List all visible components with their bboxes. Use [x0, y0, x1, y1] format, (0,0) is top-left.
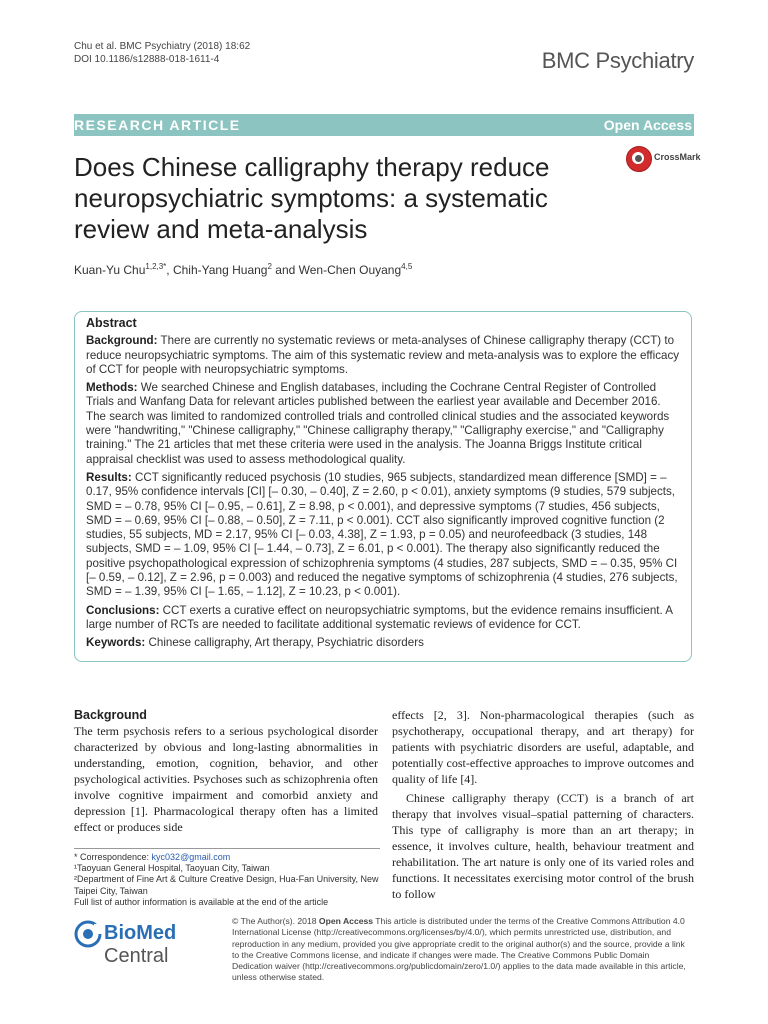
correspondence-line — [74, 852, 380, 863]
author-affiliation-marker: 4,5 — [401, 262, 413, 271]
article-type-band — [74, 114, 694, 136]
abstract-results — [86, 471, 680, 600]
author-name[interactable]: Wen-Chen Ouyang — [298, 263, 402, 277]
affiliation-1: ¹Taoyuan General Hospital, Taoyuan City, Taiwan — [74, 863, 270, 874]
section-text: We searched Chinese and English databases, including the Cochrane Central Register of Controlled Trials and Wanfang Data for relevant articles published between the earliest year available and December 2016. The search was limited to randomized controlled trials and controlled clinical studies and the associated keywords were "handwriting," "Chinese calligraphy," "Chinese calligraphy therapy," "Calligraphy exercise," and "Calligraphy training." The 21 articles that met these criteria were used in the analysis. The Joanna Briggs Institute critical appraisal checklist was used to assess methodological quality. — [86, 381, 670, 466]
abstract-background — [86, 334, 680, 377]
section-label: Conclusions: — [86, 603, 160, 617]
biomed-central-icon — [74, 920, 102, 948]
wordmark-central: Central — [104, 945, 169, 967]
section-text: CCT significantly reduced psychosis (10 studies, 965 subjects, standardized mean difference [SMD] = – 0.17, 95% confidence intervals [CI] [– 0.30, – 0.40], Z = 2.60, p < 0.01), anxiety symptoms (9 studies, 579 subjects, SMD = – 0.78, 95% CI [– 0.95, – 0.61], Z = 8.98, p < 0.001), and depressive symptoms (7 studies, 456 subjects, SMD = – 0.69, 95% CI [– 0.88, – 0.50], Z = 7.11, p < 0.001). CCT also significantly improved cognitive function (2 studies, 55 subjects, MD = 2.17, 95% CI [– 0.03, 4.38], Z = 1.93, p = 0.05) and neurofeedback (3 studies, 148 subjects, SMD = – 1.09, 95% CI [– 1.44, – 0.73], Z = 6.01, p < 0.001). The therapy also significantly reduced the positive psychopathological expression of schizophrenia symptoms (4 studies, 287 subjects, SMD = – 0.35, 95% CI [– 0.59, – 0.12], Z = 2.96, p = 0.003) and reduced the negative symptoms of schizophrenia (4 studies, 276 subjects, SMD = – 1.39, 95% CI [– 1.65, – 1.12], Z = 10.23, p < 0.001). — [86, 470, 678, 599]
abstract-box — [74, 311, 692, 662]
author-separator: , — [166, 263, 173, 277]
background-heading: Background — [74, 708, 147, 722]
license-prefix: © The Author(s). 2018 — [232, 916, 319, 926]
crossmark-badge[interactable] — [626, 146, 702, 172]
article-type-label: RESEARCH ARTICLE — [74, 117, 241, 133]
article-title: Does Chinese calligraphy therapy reduce neuropsychiatric symptoms: a systematic review and meta-analysis — [74, 152, 550, 244]
author-info-note: Full list of author information is available at the end of the article — [74, 896, 329, 907]
footnotes — [74, 848, 380, 908]
section-label: Keywords: — [86, 636, 146, 650]
license-open-access: Open Access — [318, 916, 374, 926]
affiliation-2: ²Department of Fine Art & Culture Creative Design, Hua-Fan University, New Taipei City, Taiwan — [74, 874, 379, 896]
correspondence-label: * Correspondence: — [74, 852, 152, 862]
wordmark-biomed: BioMed — [104, 922, 177, 944]
doi-line[interactable]: DOI 10.1186/s12888-018-1611-4 — [74, 54, 220, 65]
abstract-keywords — [86, 636, 680, 650]
author-affiliation-marker: 1,2,3* — [145, 262, 167, 271]
journal-name: BMC Psychiatry — [541, 48, 694, 73]
license-statement — [232, 916, 692, 984]
section-label: Background: — [86, 334, 158, 348]
section-label: Results: — [86, 470, 132, 484]
author-separator: and — [271, 263, 299, 277]
biomed-central-wordmark — [104, 922, 224, 968]
abstract-conclusions — [86, 604, 680, 633]
abstract-methods — [86, 381, 680, 467]
section-text: CCT exerts a curative effect on neuropsychiatric symptoms, but the evidence remains insufficient. A large number of RCTs are needed to facilitate additional systematic reviews of evidence for CCT. — [86, 603, 673, 631]
author-name[interactable]: Chih-Yang Huang — [172, 263, 268, 277]
body-paragraph: effects [2, 3]. Non-pharmacological therapies (such as psychotherapy, occupational therapy, and art therapy) for patients with psychiatric disorders are useful, adaptable, and potentially cost-effective approaches to improve outcomes and quality of life [4]. — [392, 708, 694, 786]
journal-citation — [74, 40, 250, 66]
crossmark-label: CrossMark — [654, 152, 701, 162]
body-right-column — [392, 707, 694, 902]
author-name[interactable]: Kuan-Yu Chu — [74, 263, 146, 277]
crossmark-icon — [626, 146, 652, 172]
section-text: There are currently no systematic reviews or meta-analyses of Chinese calligraphy therapy (CCT) to reduce neuropsychiatric symptoms. The aim of this systematic review and meta-analysis was to explore the efficacy of CCT for people with neuropsychiatric symptoms. — [86, 334, 680, 376]
citation-line: Chu et al. BMC Psychiatry (2018) 18:62 — [74, 41, 251, 52]
author-affiliation-marker: 2 — [267, 262, 272, 271]
author-list — [74, 262, 412, 277]
license-text: This article is distributed under the terms of the Creative Commons Attribution 4.0 International License (http://creativecommons.org/licenses/by/4.0/), which permits unrestricted use, distribution, and reproduction in any medium, provided you give appropriate credit to the original author(s) and the source, provide a link to the Creative Commons license, and indicate if changes were made. The Creative Commons Public Domain Dedication waiver (http://creativecommons.org/publicdomain/zero/1.0/) applies to the data made available in this article, unless otherwise stated. — [232, 916, 686, 983]
abstract-heading: Abstract — [86, 316, 137, 330]
body-paragraph: The term psychosis refers to a serious psychological disorder characterized by obvious and long-lasting abnormalities in understanding, emotion, cognition, behavior, and other psychological activities. Psychoses such as schizophrenia often involve cognitive impairment and comorbid anxiety and depression [1]. Pharmacological therapy often has a limited effect or produces side — [74, 724, 378, 834]
open-access-label: Open Access — [603, 117, 692, 133]
section-text: Chinese calligraphy, Art therapy, Psychiatric disorders — [145, 636, 424, 650]
body-paragraph: Chinese calligraphy therapy (CCT) is a branch of art therapy that involves visual–spatial patterning of characters. This type of calligraphy is more than an art therapy; in essence, it involves culture, health, behaviour treatment and rehabilitation. The art nature is only one of its varied roles and functions. It necessitates exercising motor control of the brush to follow — [392, 791, 694, 901]
correspondence-email-link[interactable]: kyc032@gmail.com — [151, 852, 231, 862]
section-label: Methods: — [86, 381, 138, 395]
biomed-central-logo[interactable] — [74, 918, 224, 967]
body-left-column — [74, 707, 378, 835]
